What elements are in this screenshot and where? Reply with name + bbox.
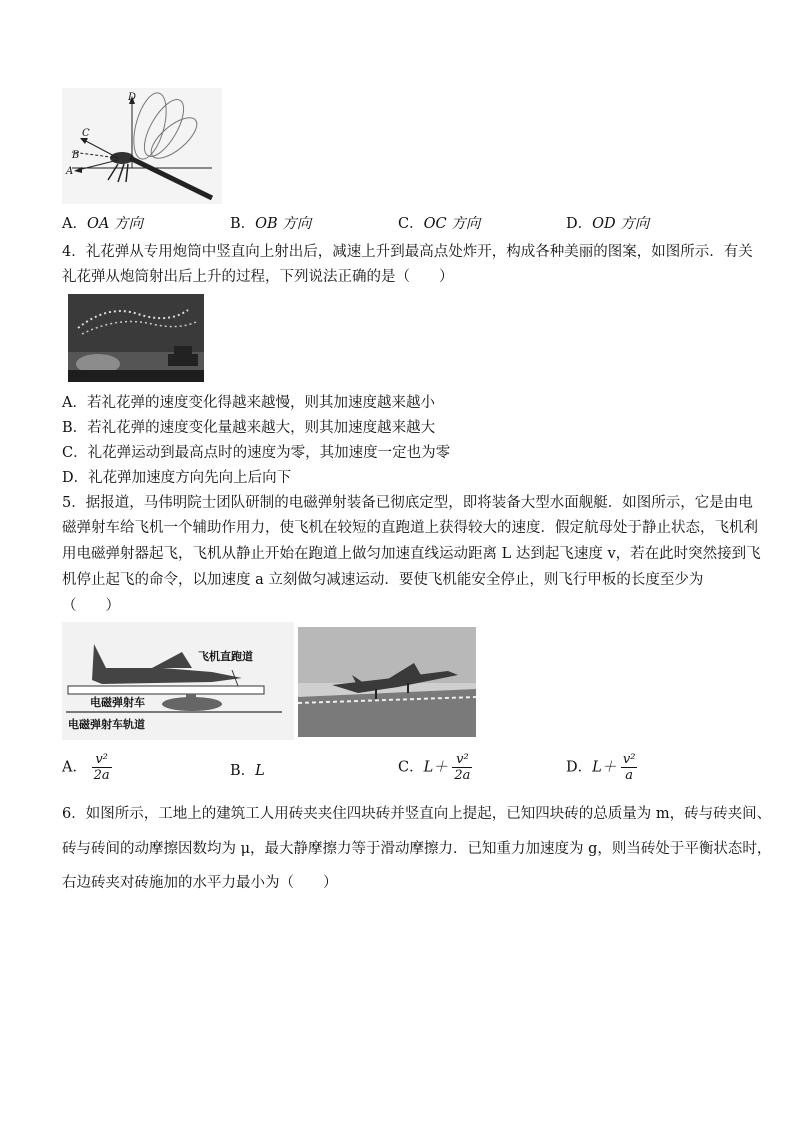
q5-stem-line-2: 磁弹射车给飞机一个辅助作用力，使飞机在较短的直跑道上获得较大的速度．假定航母处于静止状态，飞机利 xyxy=(62,520,758,536)
q4-stem-line-1: 4．礼花弹从专用炮筒中竖直向上射出后，减速上升到最高点处炸开，构成各种美丽的图案，如图所示．有关 xyxy=(62,244,753,260)
q3-option-b[interactable]: B．OB 方向 xyxy=(230,216,312,232)
label-b: B xyxy=(72,150,80,161)
fraction-a: $\frac{\text{v²}}{2a}$ xyxy=(93,752,110,783)
dragonfly-figure xyxy=(62,88,222,204)
fraction-d: $\frac{\text{v²}}{a}$ xyxy=(622,752,636,783)
cart-label: 电磁弹射车 xyxy=(90,696,145,709)
q5-option-a[interactable]: A． $\frac{\text{v²}}{2a}$ xyxy=(62,752,110,783)
carrier-jet-photo xyxy=(298,627,476,737)
q5-stem-line-5: （ ） xyxy=(62,598,120,614)
label-d: D xyxy=(128,92,137,103)
q5-stem-line-3: 用电磁弹射器起飞，飞机从静止开始在跑道上做匀加速直线运动距离 L 达到起飞速度 v，若在此时突然接到飞 xyxy=(62,546,761,562)
q6-stem-line-1: 6．如图所示，工地上的建筑工人用砖夹夹住四块砖并竖直向上提起，已知四块砖的总质量为 m，砖与砖夹间、 xyxy=(62,806,772,822)
q6-stem-line-3: 右边砖夹对砖施加的水平力最小为（ ） xyxy=(62,875,338,891)
label-c: C xyxy=(82,128,90,139)
q5-stem-line-4: 机停止起飞的命令，以加速度 a 立刻做匀减速运动．要使飞机能安全停止，则飞行甲板的长度至少为 xyxy=(62,572,704,588)
label-a: A xyxy=(66,166,74,177)
ems-diagram xyxy=(62,622,294,740)
q6-stem-line-2: 砖与砖间的动摩擦因数均为 μ，最大静摩擦力等于滑动摩擦力．已知重力加速度为 g，则当砖处于平衡状态时， xyxy=(62,841,772,857)
q4-option-c[interactable]: C．礼花弹运动到最高点时的速度为零，其加速度一定也为零 xyxy=(62,445,451,461)
q5-option-d[interactable]: D．L＋ $\frac{\text{v²}}{a}$ xyxy=(566,752,636,783)
q4-option-d[interactable]: D．礼花弹加速度方向先向上后向下 xyxy=(62,470,292,486)
q5-option-b[interactable]: B．L xyxy=(230,763,265,779)
q3-option-a[interactable]: A．OA 方向 xyxy=(62,216,143,232)
q3-option-d[interactable]: D．OD 方向 xyxy=(566,216,650,232)
q5-option-c[interactable]: C．L＋ $\frac{\text{v²}}{2a}$ xyxy=(398,752,471,783)
q5-stem-line-1: 5．据报道，马伟明院士团队研制的电磁弹射装备已彻底定型，即将装备大型水面舰艇．如图所示，它是由电 xyxy=(62,495,753,511)
runway-label: 飞机直跑道 xyxy=(198,650,253,663)
q4-stem-line-2: 礼花弹从炮筒射出后上升的过程，下列说法正确的是（ ） xyxy=(62,269,454,285)
q4-option-a[interactable]: A．若礼花弹的速度变化得越来越慢，则其加速度越来越小 xyxy=(62,395,435,411)
track-label: 电磁弹射车轨道 xyxy=(68,718,145,731)
q3-option-c[interactable]: C．OC 方向 xyxy=(398,216,481,232)
fraction-c: $\frac{\text{v²}}{2a}$ xyxy=(454,752,471,783)
fireworks-photo xyxy=(68,294,204,382)
q4-option-b[interactable]: B．若礼花弹的速度变化量越来越大，则其加速度越来越大 xyxy=(62,420,436,436)
